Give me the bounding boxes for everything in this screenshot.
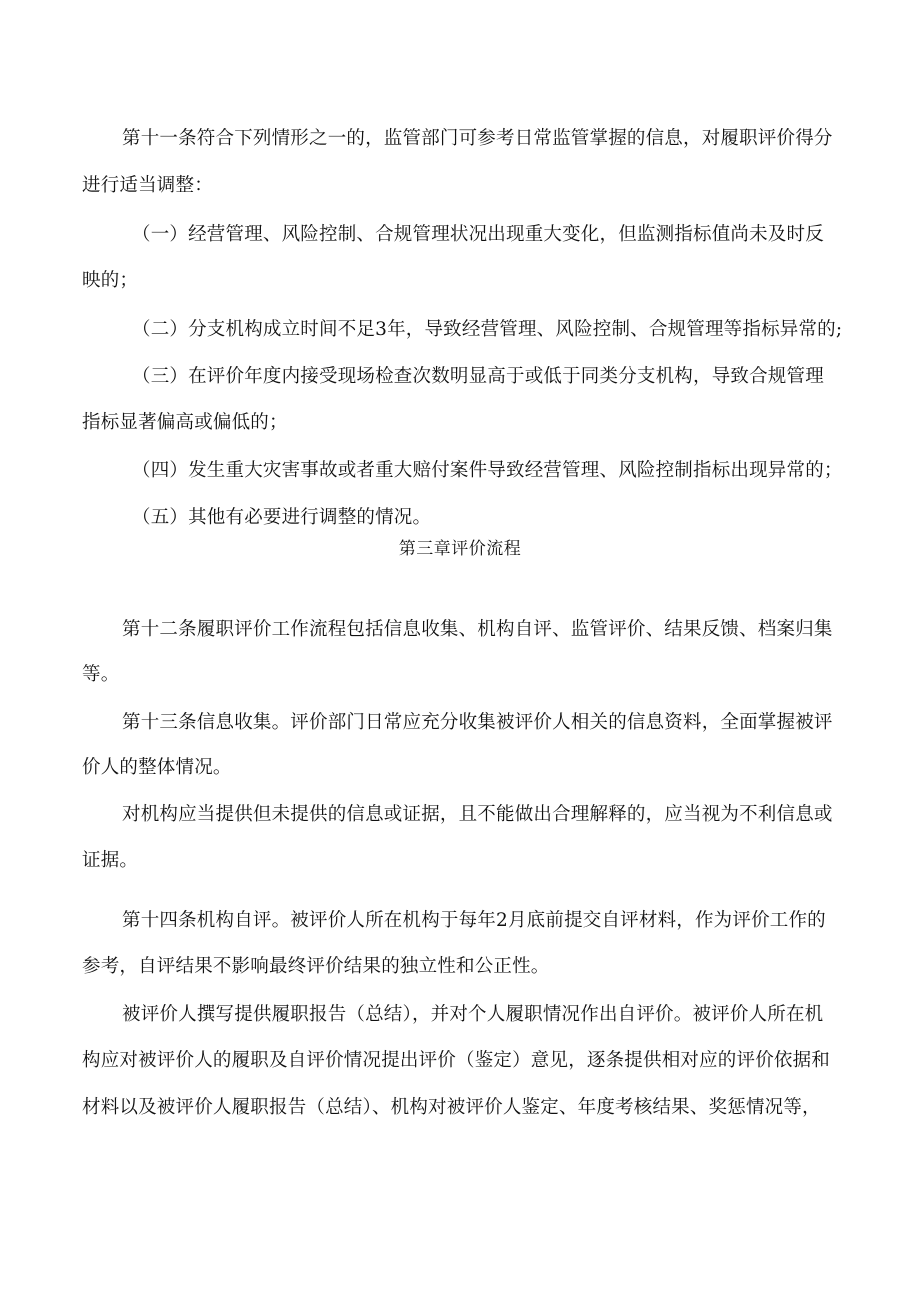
article-13-para-2-line-2: 证据。 — [82, 850, 139, 871]
article-14-para-2-line-3: 材料以及被评价人履职报告（总结）、机构对被评价人鉴定、年度考核结果、奖惩情况等， — [82, 1097, 821, 1118]
article-11-line-1: 第十一条符合下列情形之一的，监管部门可参考日常监管掌握的信息，对履职评价得分 — [122, 128, 833, 149]
article-11-item-1-line-1: （一）经营管理、风险控制、合规管理状况出现重大变化，但监测指标值尚未及时反 — [132, 224, 824, 245]
article-14-line-2: 参考，自评结果不影响最终评价结果的独立性和公正性。 — [82, 956, 550, 977]
article-12-line-2: 等。 — [82, 664, 120, 685]
article-14-para-2-line-1: 被评价人撰写提供履职报告（总结），并对个人履职情况作出自评价。被评价人所在机 — [122, 1004, 824, 1025]
article-13-line-2: 价人的整体情况。 — [82, 757, 232, 778]
article-11-item-1-line-2: 映的； — [82, 270, 139, 291]
article-11-item-3-line-1: （三）在评价年度内接受现场检查次数明显高于或低于同类分支机构，导致合规管理 — [132, 366, 824, 387]
article-13-line-1: 第十三条信息收集。评价部门日常应充分收集被评价人相关的信息资料，全面掌握被评 — [122, 712, 833, 733]
article-11-item-5: （五）其他有必要进行调整的情况。 — [132, 507, 432, 528]
chapter-3-title: 第三章评价流程 — [398, 539, 522, 559]
article-13-para-2-line-1: 对机构应当提供但未提供的信息或证据，且不能做出合理解释的，应当视为不利信息或 — [122, 804, 833, 825]
article-11-line-2: 进行适当调整： — [82, 175, 213, 196]
article-11-item-2: （二）分支机构成立时间不足3年，导致经营管理、风险控制、合规管理等指标异常的; — [132, 319, 843, 340]
article-14-line-1: 第十四条机构自评。被评价人所在机构于每年2月底前提交自评材料，作为评价工作的 — [122, 910, 826, 931]
article-14-para-2-line-2: 构应对被评价人的履职及自评价情况提出评价（鉴定）意见，逐条提供相对应的评价依据和 — [82, 1050, 831, 1071]
article-11-item-3-line-2: 指标显著偏高或偏低的； — [82, 412, 288, 433]
article-12-line-1: 第十二条履职评价工作流程包括信息收集、机构自评、监管评价、结果反馈、档案归集 — [122, 619, 833, 640]
article-11-item-4: （四）发生重大灾害事故或者重大赔付案件导致经营管理、风险控制指标出现异常的； — [132, 460, 843, 481]
